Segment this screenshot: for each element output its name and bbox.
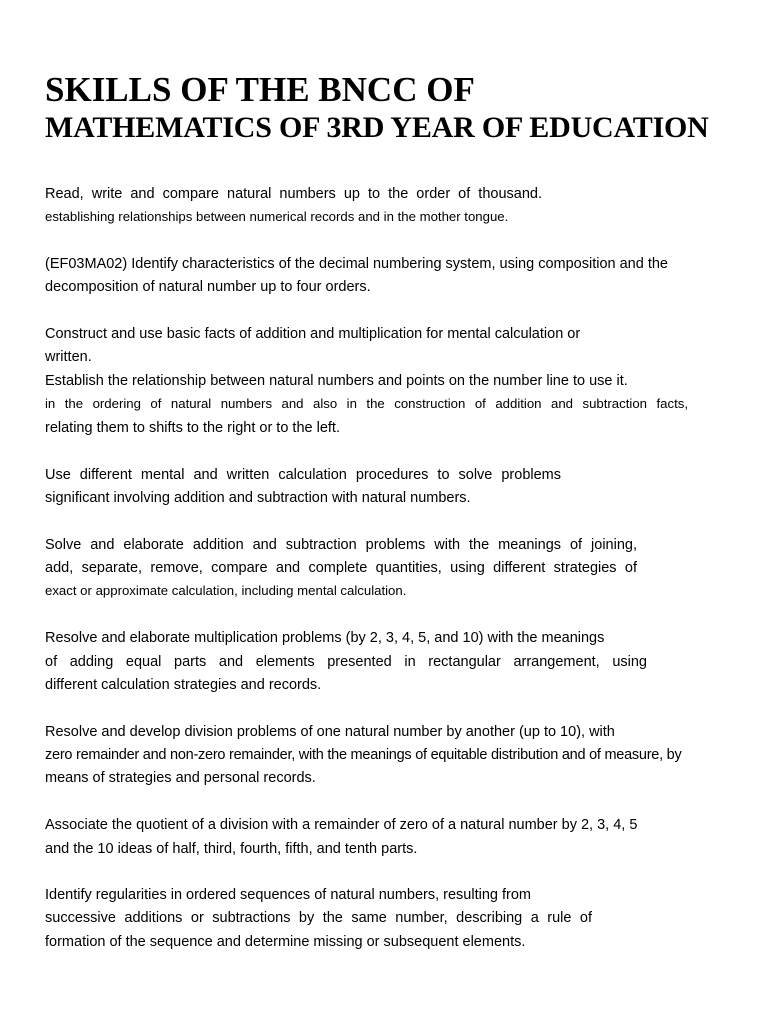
paragraph-3-line-4: in the ordering of natural numbers and also in the construction of addition and subtraction facts,	[45, 396, 688, 411]
paragraph-3-line-5: relating them to shifts to the right or to the left.	[45, 420, 340, 436]
paragraph-6-line-3: different calculation strategies and records.	[45, 677, 322, 693]
paragraph-3-line-2: written.	[45, 349, 92, 365]
paragraph-5-line-2: add, separate, remove, compare and complete quantities, using different strategies of	[45, 560, 637, 576]
document-title-line-2: MATHEMATICS OF 3RD YEAR OF EDUCATION	[45, 111, 709, 144]
paragraph-6-line-1: Resolve and elaborate multiplication problems (by 2, 3, 4, 5, and 10) with the meanings	[45, 630, 605, 646]
paragraph-2-line-1: (EF03MA02) Identify characteristics of the decimal numbering system, using composition and the	[45, 256, 668, 272]
paragraph-3-line-1: Construct and use basic facts of addition and multiplication for mental calculation or	[45, 326, 581, 342]
paragraph-9-line-3: formation of the sequence and determine missing or subsequent elements.	[45, 934, 526, 950]
paragraph-1-line-1: Read, write and compare natural numbers up to the order of thousand.	[45, 186, 542, 202]
paragraph-5-line-3: exact or approximate calculation, including mental calculation.	[45, 583, 407, 598]
paragraph-9-line-2: successive additions or subtractions by the same number, describing a rule of	[45, 910, 592, 926]
document-title-line-1: SKILLS OF THE BNCC OF	[45, 70, 475, 109]
paragraph-6-line-2: of adding equal parts and elements presented in rectangular arrangement, using	[45, 654, 647, 670]
paragraph-5-line-1: Solve and elaborate addition and subtraction problems with the meanings of joining,	[45, 537, 637, 553]
paragraph-9-line-1: Identify regularities in ordered sequences of natural numbers, resulting from	[45, 887, 532, 903]
paragraph-7-line-3: means of strategies and personal records.	[45, 770, 316, 786]
paragraph-8-line-2: and the 10 ideas of half, third, fourth, fifth, and tenth parts.	[45, 841, 418, 857]
paragraph-2-line-2: decomposition of natural number up to four orders.	[45, 279, 371, 295]
paragraph-4-line-1: Use different mental and written calculation procedures to solve problems	[45, 467, 561, 483]
paragraph-8-line-1: Associate the quotient of a division with a remainder of zero of a natural number by 2, 3, 4, 5	[45, 817, 638, 833]
paragraph-3-line-3: Establish the relationship between natural numbers and points on the number line to use it.	[45, 373, 628, 389]
paragraph-1-line-2: establishing relationships between numerical records and in the mother tongue.	[45, 209, 509, 224]
paragraph-7-line-1: Resolve and develop division problems of one natural number by another (up to 10), with	[45, 724, 615, 740]
paragraph-4-line-2: significant involving addition and subtraction with natural numbers.	[45, 490, 471, 506]
paragraph-7-line-2: zero remainder and non-zero remainder, with the meanings of equitable distribution and of measure, by	[45, 747, 682, 763]
